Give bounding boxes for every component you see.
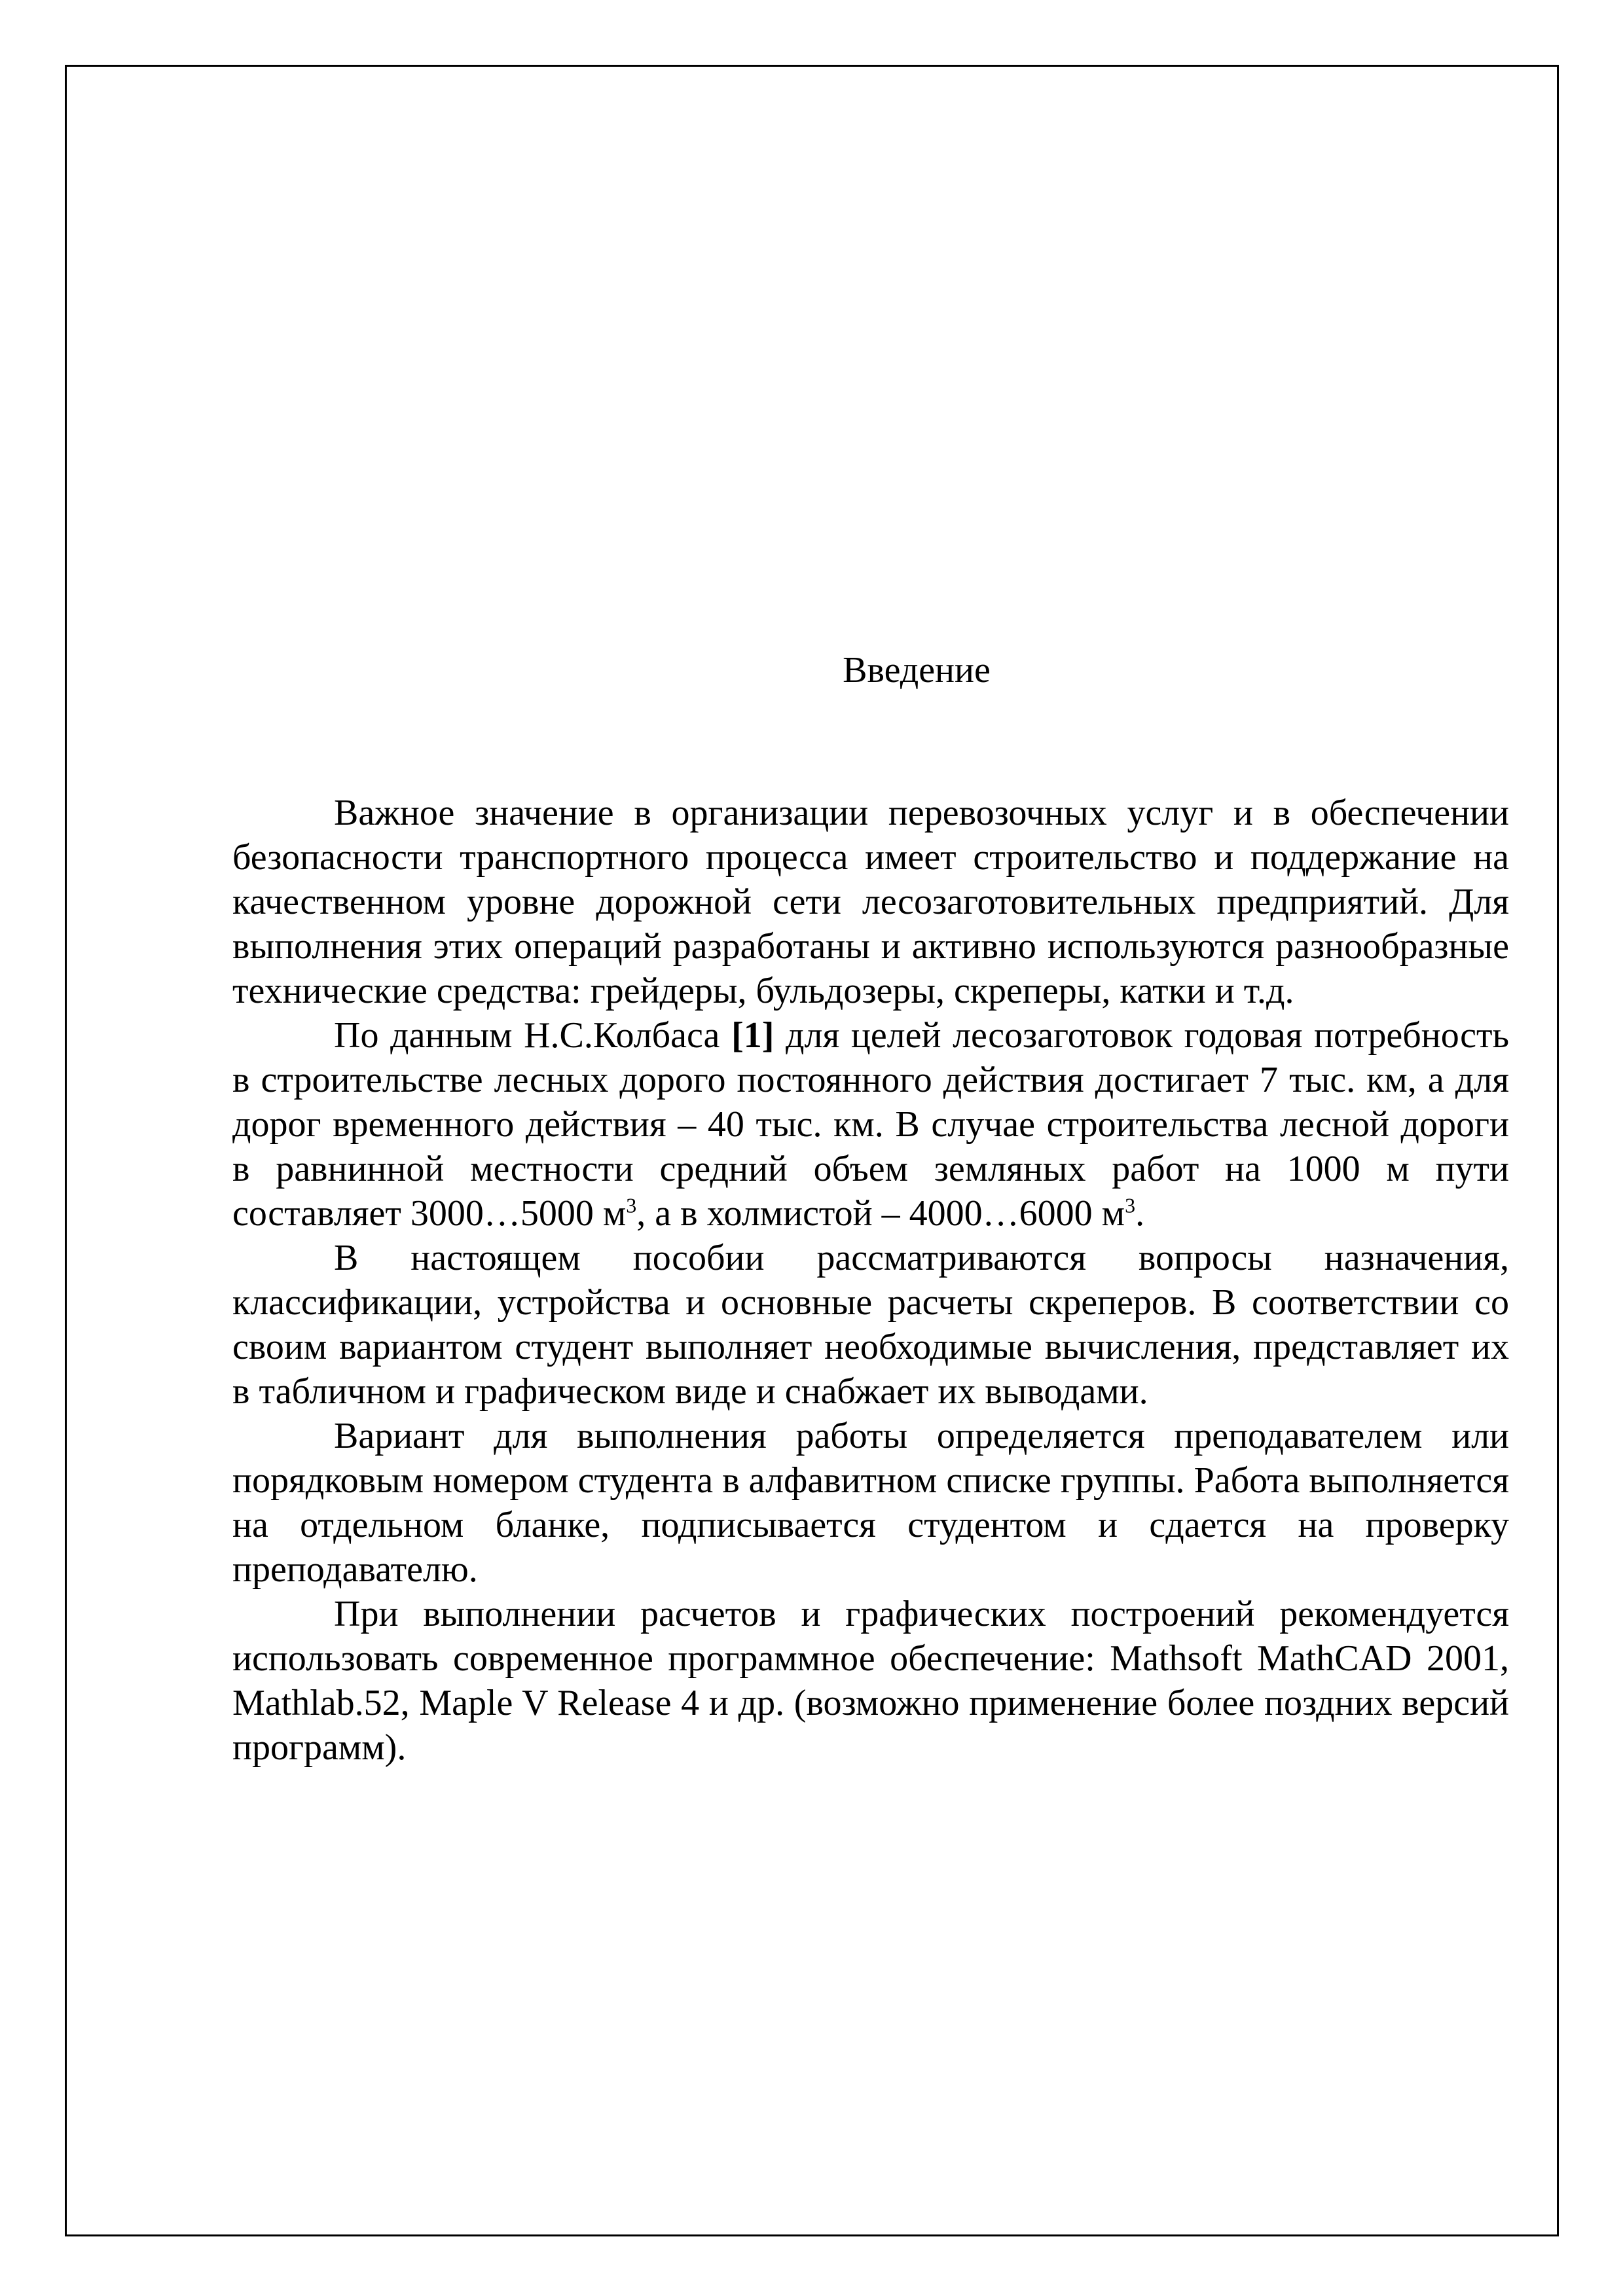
- paragraph-scope: В настоящем пособии рассматриваются вопросы назначения, классификации, устройства и основные расчеты скреперов. В соответствии со своим вариантом студент выполняет необходимые вычисления, представляет их в табличном и графическом виде и снабжает их выводами.: [232, 1238, 1509, 1412]
- paragraph-statistics-text-2: для целей лесозаготовок годовая потребность в строительстве лесных дорого постоянного действия достигает 7 тыс. км, а для дорог временного действия – 40 тыс. км. В случае строительства лесной дороги в равнинной местности средний объем земляных работ на 1000 м пути составляет 3000…5000 м: [232, 1015, 1510, 1234]
- page-title: Введение: [843, 650, 991, 691]
- paragraph-statistics: [232, 1013, 1509, 1236]
- superscript-cube-1: 3: [626, 1193, 637, 1217]
- paragraph-software: При выполнении расчетов и графических построений рекомендуется использовать современное программное обеспечение: Mathsoft MathCAD 2001, Mathlab.52, Maple V Release 4 и др. (возможно применение более поздних версий программ).: [232, 1594, 1509, 1768]
- paragraph-statistics-text-3: , а в холмистой – 4000…6000 м: [636, 1193, 1125, 1234]
- paragraph-variant: Вариант для выполнения работы определяется преподавателем или порядковым номером студента в алфавитном списке группы. Работа выполняется на отдельном бланке, подписывается студентом и сдается на проверку преподавателю.: [232, 1416, 1509, 1590]
- paragraph-statistics-text-4: .: [1135, 1193, 1145, 1234]
- paragraph-intro: Важное значение в организации перевозочных услуг и в обеспечении безопасности транспортного процесса имеет строительство и поддержание на качественном уровне дорожной сети лесозаготовительных предприятий. Для выполнения этих операций разработаны и активно используются разнообразные технические средства: грейдеры, бульдозеры, скреперы, катки и т.д.: [232, 793, 1509, 1011]
- document-body: [232, 648, 1509, 1770]
- paragraph-statistics-text-1: По данным Н.С.Колбаса: [334, 1015, 732, 1056]
- superscript-cube-2: 3: [1125, 1193, 1136, 1217]
- reference-link: [1]: [731, 1015, 775, 1056]
